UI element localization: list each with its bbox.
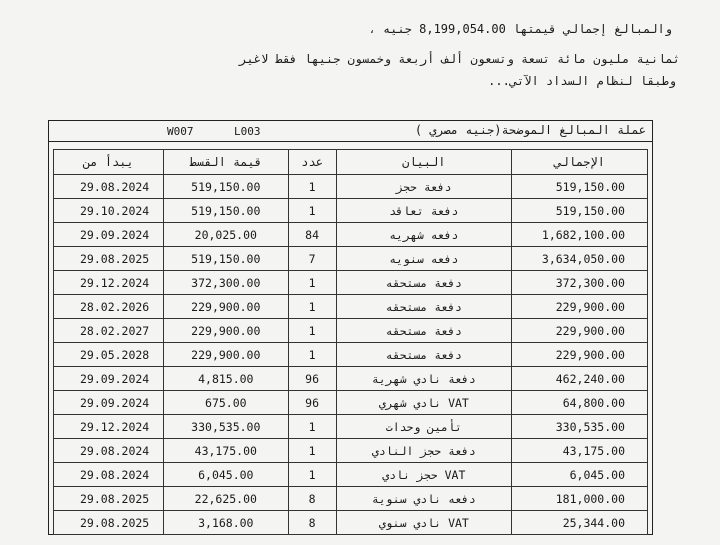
installment-cell: 43,175.00 <box>163 439 288 463</box>
start-date-cell: 28.02.2026 <box>54 295 164 319</box>
installment-cell: 229,900.00 <box>163 343 288 367</box>
start-date-cell: 29.12.2024 <box>54 271 164 295</box>
count-cell: 84 <box>288 223 336 247</box>
payment-schedule-table <box>53 149 648 535</box>
description-cell: VAT نادي شهري <box>336 391 512 415</box>
total-cell: 229,900.00 <box>512 343 648 367</box>
payment-schedule-box <box>48 120 653 535</box>
start-date-cell: 29.09.2024 <box>54 223 164 247</box>
table-header-row <box>54 150 648 175</box>
count-cell: 1 <box>288 199 336 223</box>
count-cell: 1 <box>288 271 336 295</box>
description-cell: دفعه شهريه <box>336 223 512 247</box>
installment-cell: 6,045.00 <box>163 463 288 487</box>
table-row <box>54 247 648 271</box>
table-row <box>54 487 648 511</box>
total-cell: 3,634,050.00 <box>512 247 648 271</box>
table-row <box>54 391 648 415</box>
total-cell: 372,300.00 <box>512 271 648 295</box>
count-cell: 1 <box>288 319 336 343</box>
installment-cell: 22,625.00 <box>163 487 288 511</box>
table-row <box>54 439 648 463</box>
start-date-cell: 29.08.2025 <box>54 511 164 535</box>
currency-title: عملة المبالغ الموضحة(جنيه مصري ) <box>414 123 646 137</box>
start-date-cell: 28.02.2027 <box>54 319 164 343</box>
description-cell: دفعة تعاقد <box>336 199 512 223</box>
description-cell: دفعة مستحقه <box>336 295 512 319</box>
description-cell: دفعة نادي شهرية <box>336 367 512 391</box>
total-cell: 229,900.00 <box>512 295 648 319</box>
start-date-cell: 29.08.2024 <box>54 175 164 199</box>
table-row <box>54 295 648 319</box>
count-cell: 8 <box>288 511 336 535</box>
total-amount-line: والمبالغ إجمالي قيمتها 8,199,054.00 جنيه ، <box>368 22 672 36</box>
description-cell: تأمين وحدات <box>336 415 512 439</box>
start-date-cell: 29.08.2024 <box>54 439 164 463</box>
col-total: الإجمالي <box>512 150 648 175</box>
total-cell: 330,535.00 <box>512 415 648 439</box>
count-cell: 1 <box>288 175 336 199</box>
installment-cell: 519,150.00 <box>163 175 288 199</box>
count-cell: 7 <box>288 247 336 271</box>
table-row <box>54 199 648 223</box>
total-cell: 181,000.00 <box>512 487 648 511</box>
col-installment: قيمة القسط <box>163 150 288 175</box>
total-cell: 462,240.00 <box>512 367 648 391</box>
installment-cell: 4,815.00 <box>163 367 288 391</box>
table-row <box>54 175 648 199</box>
layout-code: L003 <box>234 125 261 138</box>
col-count: عدد <box>288 150 336 175</box>
count-cell: 1 <box>288 415 336 439</box>
installment-cell: 372,300.00 <box>163 271 288 295</box>
installment-cell: 229,900.00 <box>163 295 288 319</box>
description-cell: VAT نادي سنوي <box>336 511 512 535</box>
table-row <box>54 463 648 487</box>
table-row <box>54 415 648 439</box>
total-cell: 43,175.00 <box>512 439 648 463</box>
installment-cell: 20,025.00 <box>163 223 288 247</box>
start-date-cell: 29.12.2024 <box>54 415 164 439</box>
description-cell: VAT حجز نادي <box>336 463 512 487</box>
total-cell: 1,682,100.00 <box>512 223 648 247</box>
start-date-cell: 29.09.2024 <box>54 391 164 415</box>
payment-plan-intro: وطبقا لنظام السداد الآتي... <box>488 74 676 88</box>
description-cell: دفعة مستحقه <box>336 319 512 343</box>
table-row <box>54 511 648 535</box>
total-cell: 64,800.00 <box>512 391 648 415</box>
description-cell: دفعه سنويه <box>336 247 512 271</box>
table-row <box>54 271 648 295</box>
table-row <box>54 319 648 343</box>
table-row <box>54 343 648 367</box>
table-row <box>54 223 648 247</box>
start-date-cell: 29.05.2028 <box>54 343 164 367</box>
total-cell: 229,900.00 <box>512 319 648 343</box>
installment-cell: 229,900.00 <box>163 319 288 343</box>
installment-cell: 3,168.00 <box>163 511 288 535</box>
count-cell: 1 <box>288 295 336 319</box>
start-date-cell: 29.08.2025 <box>54 487 164 511</box>
table-row <box>54 367 648 391</box>
count-cell: 1 <box>288 439 336 463</box>
total-cell: 6,045.00 <box>512 463 648 487</box>
amount-in-words-line: ثمانية مليون مائة تسعة وتسعون ألف أربعة وخمسون جنيها فقط لاغير <box>239 52 680 66</box>
total-cell: 25,344.00 <box>512 511 648 535</box>
count-cell: 96 <box>288 391 336 415</box>
description-cell: دفعة مستحقه <box>336 343 512 367</box>
start-date-cell: 29.08.2025 <box>54 247 164 271</box>
total-cell: 519,150.00 <box>512 199 648 223</box>
col-description: البيان <box>336 150 512 175</box>
description-cell: دفعة حجز النادي <box>336 439 512 463</box>
start-date-cell: 29.10.2024 <box>54 199 164 223</box>
total-cell: 519,150.00 <box>512 175 648 199</box>
count-cell: 96 <box>288 367 336 391</box>
count-cell: 1 <box>288 463 336 487</box>
unit-code: W007 <box>167 125 194 138</box>
description-cell: دفعة حجز <box>336 175 512 199</box>
description-cell: دفعة مستحقه <box>336 271 512 295</box>
ledger-header <box>49 121 652 142</box>
start-date-cell: 29.09.2024 <box>54 367 164 391</box>
description-cell: دفعه نادي سنوية <box>336 487 512 511</box>
start-date-cell: 29.08.2024 <box>54 463 164 487</box>
count-cell: 8 <box>288 487 336 511</box>
installment-cell: 675.00 <box>163 391 288 415</box>
count-cell: 1 <box>288 343 336 367</box>
col-start-date: يبدأ من <box>54 150 164 175</box>
installment-cell: 330,535.00 <box>163 415 288 439</box>
installment-cell: 519,150.00 <box>163 247 288 271</box>
installment-cell: 519,150.00 <box>163 199 288 223</box>
